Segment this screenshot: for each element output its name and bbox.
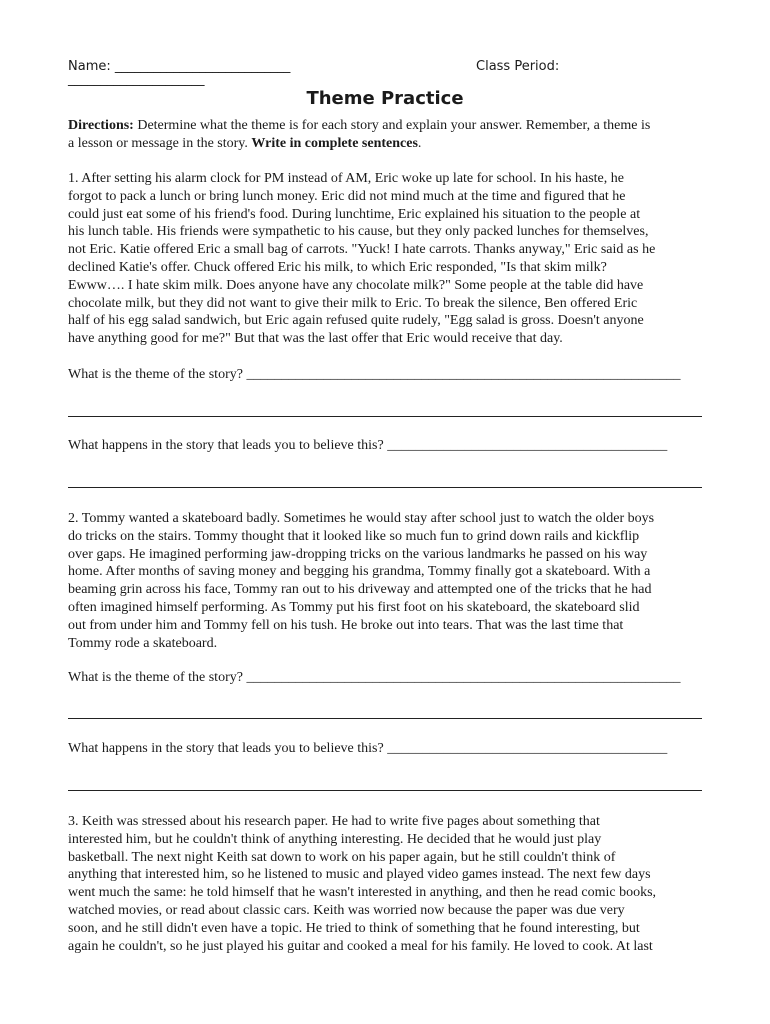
story-line: forgot to pack a lunch or bring lunch money. Eric did not mind much at the time and figured that he [68,188,626,204]
directions-period: . [417,135,422,151]
story-line: 1. After setting his alarm clock for PM instead of AM, Eric woke up late for school. In his haste, he [68,171,624,186]
story-line: beaming grin across his face, Tommy ran out to his driveway and attempted one of the tricks that he had [68,582,652,598]
story-line: half of his egg salad sandwich, but Eric again refused quite rudely, "Egg salad is gross. Doesn't anyone [68,313,644,329]
story-line: watched movies, or read about classic cars. Keith was worried now because the paper was due very [68,902,625,918]
story-line: not Eric. Katie offered Eric a small bag of carrots. "Yuck! I hate carrots. Thanks anyway," Eric said as he [68,242,656,258]
story-line: over gaps. He imagined performing jaw-dropping tricks on the various landmarks he passed on his way [68,546,648,562]
story-line: went much the same: he told himself that he wasn't interested in anything, and then he read comic books, [68,885,657,901]
story-line: soon, and he still didn't even have a topic. He tried to think of something that he found interesting, but [68,920,640,936]
story-1-paragraph [68,170,708,348]
story-2-evidence-question[interactable]: What happens in the story that leads you to believe this? ________________________________________ [68,741,668,756]
story-line: his lunch table. His friends were sympathetic to his cause, but they only packed lunches for themselves, [68,224,649,240]
story-line: do tricks on the stairs. Tommy thought that it looked like so much fun to grind down rails and kickflip [68,528,640,544]
story-line: out from under him and Tommy fell on his tush. He broke out into tears. That was the last time that [68,617,624,633]
story-3-paragraph [68,813,708,955]
directions-text-1: Determine what the theme is for each story and explain your answer. Remember, a theme is [133,118,651,133]
name-field-label: Name: ___________________________ [68,59,291,74]
story-2-paragraph [68,510,708,652]
story-2-answer-line-2[interactable] [68,790,702,791]
story-2-answer-line-1[interactable] [68,718,702,719]
story-line: home. After months of saving money and begging his grandma, Tommy finally got a skateboard. With a [68,564,651,580]
story-line: anything that interested him, so he listened to music and played video games instead. The next few days [68,867,651,883]
directions-label: Directions: [68,118,134,133]
story-line: again he couldn't, so he just played his guitar and cooked a meal for his family. He loved to cook. At last [68,938,653,954]
directions-paragraph [68,117,708,153]
story-1-answer-line-1[interactable] [68,416,702,417]
story-line: basketball. The next night Keith sat down to work on his paper again, but he still couldn't think of [68,849,616,865]
story-line: chocolate milk, but they did not want to give their milk to Eric. To break the silence, Ben offered Eric [68,295,638,311]
story-line: interested him, but he couldn't think of anything interesting. He decided that he would just play [68,831,602,847]
story-line: 2. Tommy wanted a skateboard badly. Sometimes he would stay after school just to watch the older boys [68,511,655,526]
story-line: have anything good for me?" But that was the last offer that Eric would receive that day. [68,331,563,347]
story-1-theme-question[interactable]: What is the theme of the story? ______________________________________________________________ [68,367,681,382]
directions-emphasis: Write in complete sentences [251,135,418,151]
story-line: 3. Keith was stressed about his research paper. He had to write five pages about something that [68,814,600,829]
story-line: Tommy rode a skateboard. [68,635,218,651]
story-line: could just eat some of his friend's food. During lunchtime, Eric explained his situation to the people at [68,206,641,222]
story-1-answer-line-2[interactable] [68,487,702,488]
page-title: Theme Practice [306,88,464,109]
story-2-theme-question[interactable]: What is the theme of the story? ______________________________________________________________ [68,670,681,685]
story-line: Ewww…. I hate skim milk. Does anyone have any chocolate milk?" Some people at the table did have [68,277,644,293]
story-line: declined Katie's offer. Chuck offered Eric his milk, to which Eric responded, "Is that skim milk? [68,259,607,275]
directions-text-2: a lesson or message in the story. [68,135,252,151]
class-period-label: Class Period: [476,59,560,74]
name-field-continuation: _____________________ [68,72,205,87]
story-line: often imagined himself performing. As Tommy put his first foot on his skateboard, the skateboard slid [68,599,640,615]
story-1-evidence-question[interactable]: What happens in the story that leads you to believe this? ________________________________________ [68,438,668,453]
